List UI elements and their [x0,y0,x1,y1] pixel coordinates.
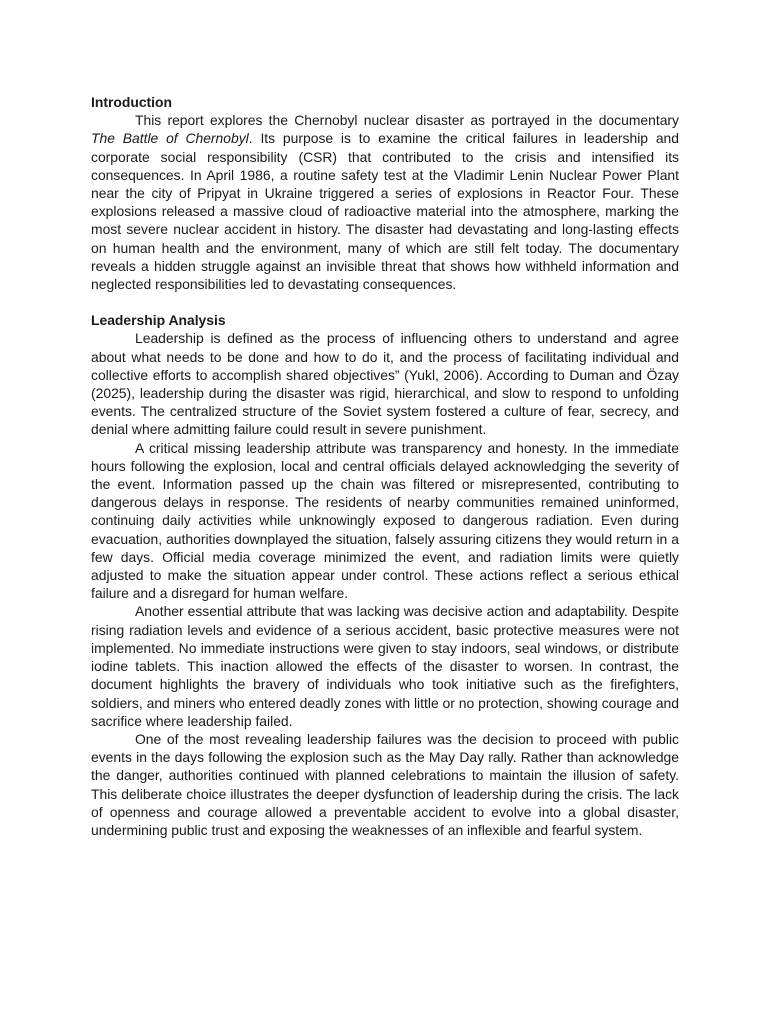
introduction-text-end: . Its purpose is to examine the critical failures in leadership and corporate social responsibility (CSR) that contributed to the crisis and intensified its consequences. In April 1986, a routine safety test at the Vladimir Lenin Nuclear Power Plant near the city of Pripyat in Ukraine triggered a series of explosions in Reactor Four. These explosions released a massive cloud of radioactive material into the atmosphere, marking the most severe nuclear accident in history. The disaster had devastating and long-lasting effects on human health and the environment, many of which are still felt today. The documentary reveals a hidden struggle against an invisible threat that shows how withheld information and neglected responsibilities led to devastating consequences. [91,130,680,293]
leadership-paragraph-1: Leadership is defined as the process of influencing others to understand and agree about what needs to be done and how to do it, and the process of facilitating individual and collective efforts to accomplish shared objectives” (Yukl, 2006). According to Duman and Özay (2025), leadership during the disaster was rigid, hierarchical, and slow to respond to unfolding events. The centralized structure of the Soviet system fostered a culture of fear, secrecy, and denial where admitting failure could result in severe punishment. [91,330,679,438]
documentary-title: The Battle of Chernobyl [91,130,249,147]
introduction-text-start: This report explores the Chernobyl nuclear disaster as portrayed in the documentary [135,112,679,129]
leadership-paragraph-2: A critical missing leadership attribute was transparency and honesty. In the immediate hours following the explosion, local and central officials delayed acknowledging the severity of the event. Information passed up the chain was filtered or misrepresented, contributing to dangerous delays in response. The residents of nearby communities remained uninformed, continuing daily activities while unknowingly exposed to dangerous radiation. Even during evacuation, authorities downplayed the situation, falsely assuring citizens they would return in a few days. Official media coverage minimized the event, and radiation limits were quietly adjusted to make the situation appear under control. These actions reflect a serious ethical failure and a disregard for human welfare. [91,439,679,602]
leadership-paragraph-4: One of the most revealing leadership failures was the decision to proceed with public events in the days following the explosion such as the May Day rally. Rather than acknowledge the danger, authorities continued with planned celebrations to maintain the illusion of safety. This deliberate choice illustrates the deeper dysfunction of leadership during the crisis. The lack of openness and courage allowed a preventable accident to evolve into a global disaster, undermining public trust and exposing the weaknesses of an inflexible and fearful system. [91,730,679,838]
document-page [91,93,679,839]
leadership-paragraph-3: Another essential attribute that was lacking was decisive action and adaptability. Despite rising radiation levels and evidence of a serious accident, basic protective measures were not implemented. No immediate instructions were given to stay indoors, seal windows, or distribute iodine tablets. This inaction allowed the effects of the disaster to worsen. In contrast, the document highlights the bravery of individuals who took initiative such as the firefighters, soldiers, and miners who entered deadly zones with little or no protection, showing courage and sacrifice where leadership failed. [91,603,679,729]
introduction-paragraph [91,111,679,293]
section-spacer [91,293,679,311]
leadership-analysis-heading: Leadership Analysis [91,312,226,329]
introduction-heading: Introduction [91,94,173,110]
